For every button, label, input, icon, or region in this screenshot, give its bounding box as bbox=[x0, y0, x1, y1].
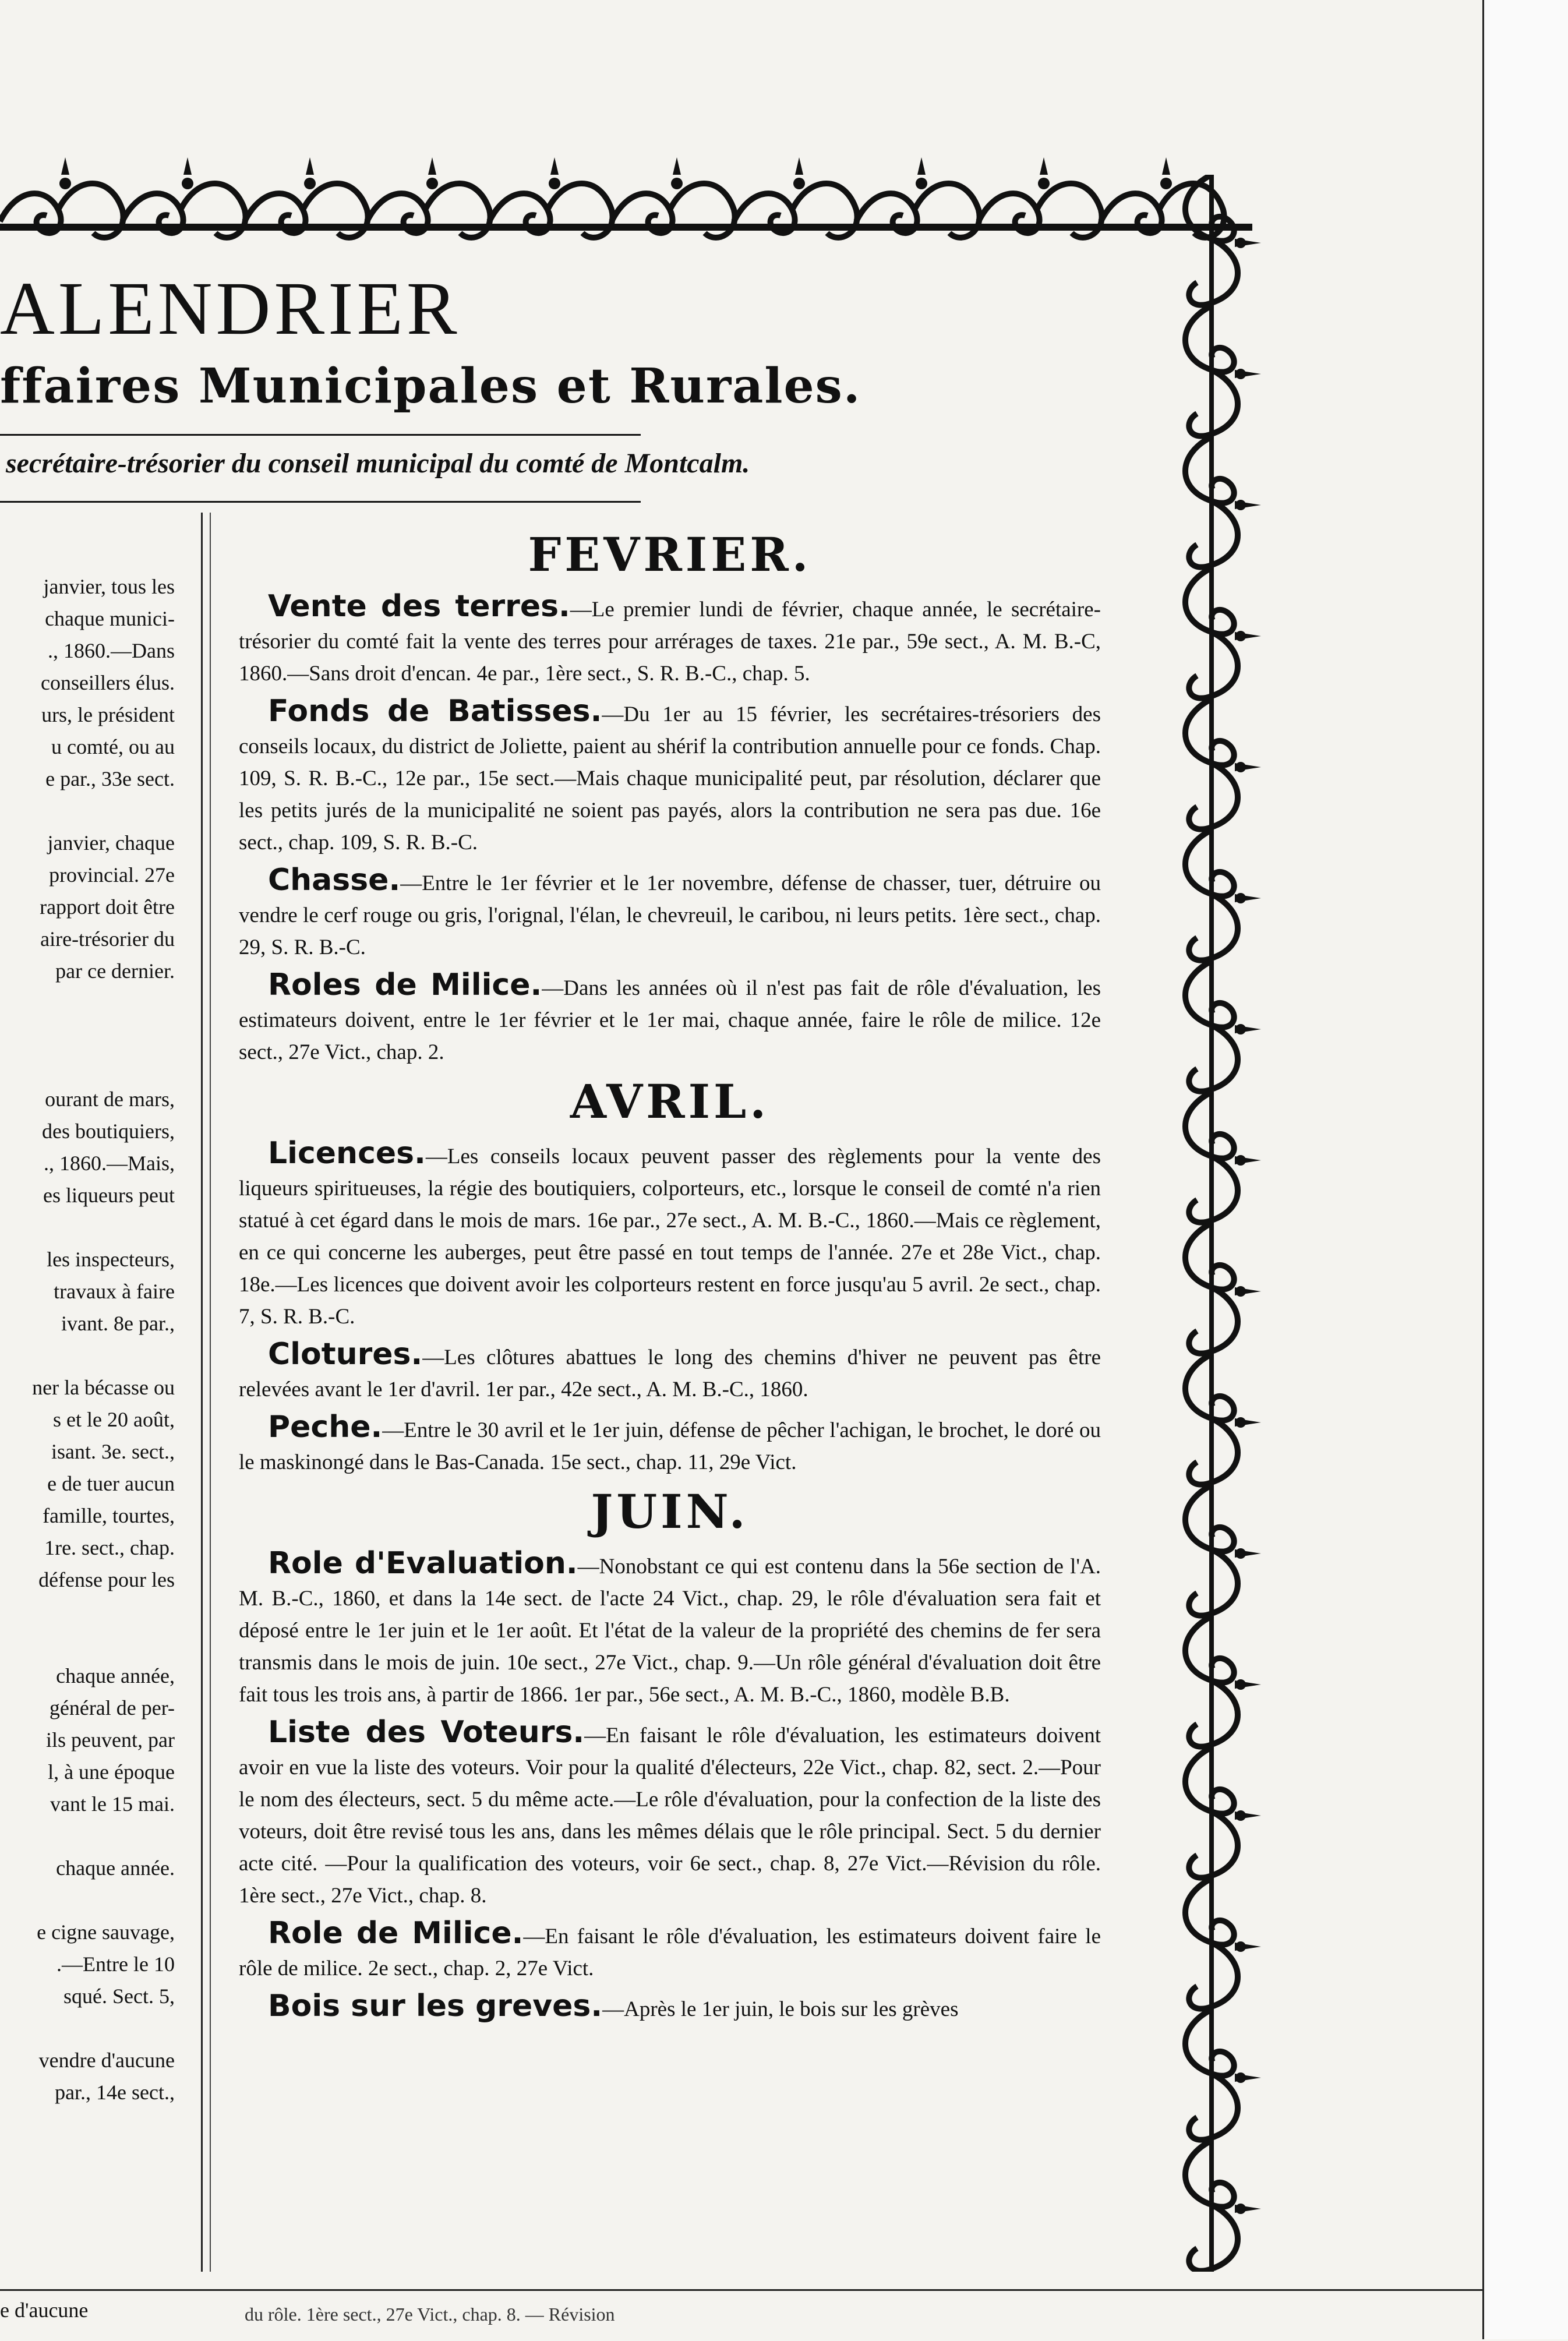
left-column-line: par ce dernier. bbox=[55, 959, 175, 983]
entry-text: —Entre le 1er février et le 1er novembre, défense de chasser, tuer, détruire ou vendre le cerf rouge ou gris, l'orignal, l'élan, le chevreuil, le caribou, ni leurs petits. 1ère sect., chap. 29, S. R. B.-C. bbox=[239, 871, 1101, 959]
left-column-line: travaux à faire bbox=[54, 1280, 175, 1303]
page-edge bbox=[1482, 0, 1568, 2339]
left-column-line: ourant de mars, bbox=[45, 1087, 175, 1111]
calendar-entry bbox=[239, 695, 1101, 859]
left-column-line: e cigne sauvage, bbox=[37, 1920, 175, 1944]
left-column-line: vendre d'aucune bbox=[38, 2049, 175, 2072]
entry-text: —Après le 1er juin, le bois sur les grèves bbox=[602, 1997, 959, 2021]
entry-title: Role de Milice. bbox=[268, 1916, 524, 1951]
left-column-gap bbox=[0, 1884, 175, 1916]
entry-text: —En faisant le rôle d'évaluation, les estimateurs doivent avoir en vue la liste des voteurs. Voir pour la qualité d'électeurs, 22e Vict., chap. 82, sect. 2.—Pour le nom des électeurs, sect. 5 du même acte.—Le rôle d'évaluation, pour la confection de la liste des voteurs, doit être revisé tous les ans, dans les mêmes délais que le rôle principal. Sect. 5 du dernier acte cité. —Pour la qualification des voteurs, voir 6e sect., chap. 8, 27e Vict.—Révision du rôle. 1ère sect., 27e Vict., chap. 8. bbox=[239, 1724, 1101, 1908]
calendar-entry bbox=[239, 864, 1101, 963]
column-divider-inner bbox=[210, 513, 211, 2272]
left-column-line: s et le 20 août, bbox=[53, 1408, 175, 1431]
calendar-entry bbox=[239, 1717, 1101, 1912]
left-column-line: provincial. 27e bbox=[49, 863, 175, 887]
left-column-line: chaque année. bbox=[56, 1856, 175, 1880]
left-column-line: l, à une époque bbox=[48, 1760, 175, 1784]
entry-title: Liste des Voteurs. bbox=[268, 1715, 585, 1750]
entry-text: —Le premier lundi de février, chaque année, le secrétaire-trésorier du comté fait la vente des terres pour arrérages de taxes. 21e par., 59e sect., A. M. B.-C, 1860.—Sans droit d'encan. 4e par., 1ère sect., S. R. B.-C., chap. 5. bbox=[239, 598, 1101, 686]
byline-rule bbox=[0, 501, 641, 503]
left-column-line: les inspecteurs, bbox=[47, 1248, 175, 1271]
entry-title: Roles de Milice. bbox=[268, 968, 542, 1002]
bottom-left-text: e d'aucune bbox=[0, 2298, 89, 2322]
left-column bbox=[0, 571, 175, 2109]
left-column-line: ., 1860.—Dans bbox=[48, 639, 175, 662]
left-column-line: es liqueurs peut bbox=[43, 1184, 175, 1207]
left-column-line: .—Entre le 10 bbox=[56, 1952, 175, 1976]
left-column-line: urs, le président bbox=[41, 703, 175, 726]
entry-text: —Du 1er au 15 février, les secrétaires-trésoriers des conseils locaux, du district de Joliette, paient au shérif la contribution annuelle pour ce fonds. Chap. 109, S. R. B.-C., 12e par., 15e sect.—Mais chaque municipalité peut, par résolution, déclarer que les petits jurés de la municipalité ne soient pas payés, alors la contribution ne sera pas due. 16e sect., chap. 109, S. R. B.-C. bbox=[239, 702, 1101, 855]
entry-title: Chasse. bbox=[268, 863, 401, 898]
entry-title: Bois sur les greves. bbox=[268, 1989, 603, 2024]
left-column-line: défense pour les bbox=[38, 1568, 175, 1591]
entry-text: —Dans les années où il n'est pas fait de rôle d'évaluation, les estimateurs doivent, entre le 1er février et le 1er mai, chaque année, faire le rôle de milice. 12e sect., 27e Vict., chap. 2. bbox=[239, 976, 1101, 1064]
left-column-line: e de tuer aucun bbox=[47, 1472, 175, 1495]
main-column bbox=[239, 521, 1101, 2031]
entry-text: —Les clôtures abattues le long des chemins d'hiver ne peuvent pas être relevées avant le 1er d'avril. 1er par., 42e sect., A. M. B.-C., 1860. bbox=[239, 1346, 1101, 1401]
month-heading: FEVRIER. bbox=[528, 527, 812, 582]
bottom-mid-text: du rôle. 1ère sect., 27e Vict., chap. 8. — Révision bbox=[245, 2304, 615, 2325]
left-column-line: chaque année, bbox=[56, 1664, 175, 1687]
left-column-line: des boutiquiers, bbox=[42, 1120, 175, 1143]
calendar-entry bbox=[239, 1138, 1101, 1333]
calendar-entry bbox=[239, 1918, 1101, 1985]
top-ornament bbox=[0, 140, 1252, 256]
left-column-line: vant le 15 mai. bbox=[50, 1792, 175, 1816]
entry-text: —Les conseils locaux peuvent passer des règlements pour la vente des liqueurs spiritueuses, la régie des boutiquiers, colporteurs, etc., lorsque le conseil de comté n'a rien statué à cet égard dans le mois de mars. 16e par., 27e sect., A. M. B.-C., 1860.—Mais ce règlement, en ce qui concerne les auberges, peut être passé en tout temps de l'année. 27e et 28e Vict., chap. 18e.—Les licences que doivent avoir les colporteurs restent en force jusqu'au 5 avril. 2e sect., chap. 7, S. R. B.-C. bbox=[239, 1145, 1101, 1329]
left-column-gap bbox=[0, 1212, 175, 1244]
left-column-line: général de per- bbox=[49, 1696, 175, 1719]
left-column-gap bbox=[0, 1820, 175, 1852]
left-column-gap bbox=[0, 2012, 175, 2045]
entry-title: Role d'Evaluation. bbox=[268, 1546, 578, 1581]
entry-text: —Nonobstant ce qui est contenu dans la 56e section de l'A. M. B.-C., 1860, et dans la 14e sect. de l'acte 24 Vict., chap. 29, le rôle d'évaluation sera fait et déposé entre le 1er juin et le 1er août. Et l'état de la valeur de la propriété des chemins de fer sera transmis dans le mois de juin. 10e sect., 27e Vict., chap. 9.—Un rôle général d'évaluation doit être fait tous les trois ans, à partir de 1866. 1er par., 56e sect., A. M. B.-C., 1860, modèle B.B. bbox=[239, 1555, 1101, 1707]
byline: secrétaire-trésorier du conseil municipal du comté de Montcalm. bbox=[6, 448, 750, 479]
calendar-entry bbox=[239, 591, 1101, 690]
column-divider bbox=[201, 513, 203, 2272]
left-column-gap bbox=[0, 1340, 175, 1372]
heading-rule bbox=[0, 434, 641, 436]
calendar-entry bbox=[239, 1548, 1101, 1711]
entry-title: Fonds de Batisses. bbox=[268, 694, 602, 729]
calendar-entry bbox=[239, 969, 1101, 1068]
left-column-line: isant. 3e. sect., bbox=[51, 1440, 175, 1463]
left-column-line: ner la bécasse ou bbox=[32, 1376, 175, 1399]
left-column-gap bbox=[0, 1628, 175, 1660]
month-heading: AVRIL. bbox=[570, 1074, 770, 1129]
entry-text: —En faisant le rôle d'évaluation, les estimateurs doivent faire le rôle de milice. 2e sect., chap. 2, 27e Vict. bbox=[239, 1925, 1101, 1980]
left-column-gap bbox=[0, 795, 175, 827]
left-column-line: aire-trésorier du bbox=[40, 927, 175, 951]
entry-title: Licences. bbox=[268, 1136, 426, 1171]
left-column-line: 1re. sect., chap. bbox=[44, 1536, 175, 1559]
left-column-line: u comté, ou au bbox=[51, 735, 175, 758]
month-heading: JUIN. bbox=[591, 1484, 749, 1539]
calendar-entry bbox=[239, 1411, 1101, 1478]
entry-title: Peche. bbox=[268, 1410, 383, 1445]
left-column-gap bbox=[0, 1019, 175, 1051]
left-column-gap bbox=[0, 987, 175, 1019]
left-column-line: chaque munici- bbox=[45, 607, 175, 630]
side-ornament bbox=[1153, 175, 1270, 2272]
left-column-line: par., 14e sect., bbox=[55, 2081, 175, 2104]
left-column-gap bbox=[0, 1596, 175, 1628]
entry-title: Vente des terres. bbox=[268, 589, 570, 624]
left-column-line: janvier, chaque bbox=[47, 831, 175, 855]
page-title: ALENDRIER bbox=[0, 267, 461, 351]
calendar-entry bbox=[239, 1990, 1101, 2025]
left-column-line: ivant. 8e par., bbox=[61, 1312, 175, 1335]
left-column-line: e par., 33e sect. bbox=[45, 767, 175, 790]
left-column-line: conseillers élus. bbox=[41, 671, 175, 694]
left-column-line: janvier, tous les bbox=[43, 575, 175, 598]
left-column-line: ils peuvent, par bbox=[46, 1728, 175, 1752]
page-subtitle: ffaires Municipales et Rurales. bbox=[0, 358, 861, 414]
left-column-line: rapport doit être bbox=[40, 895, 175, 919]
entry-title: Clotures. bbox=[268, 1337, 423, 1372]
left-column-line: famille, tourtes, bbox=[43, 1504, 175, 1527]
left-column-line: squé. Sect. 5, bbox=[63, 1985, 175, 2008]
left-column-gap bbox=[0, 1051, 175, 1083]
entry-text: —Entre le 30 avril et le 1er juin, défense de pêcher l'achigan, le brochet, le doré ou le maskinongé dans le Bas-Canada. 15e sect., chap. 11, 29e Vict. bbox=[239, 1418, 1101, 1474]
left-column-line: ., 1860.—Mais, bbox=[44, 1152, 175, 1175]
calendar-entry bbox=[239, 1339, 1101, 1406]
